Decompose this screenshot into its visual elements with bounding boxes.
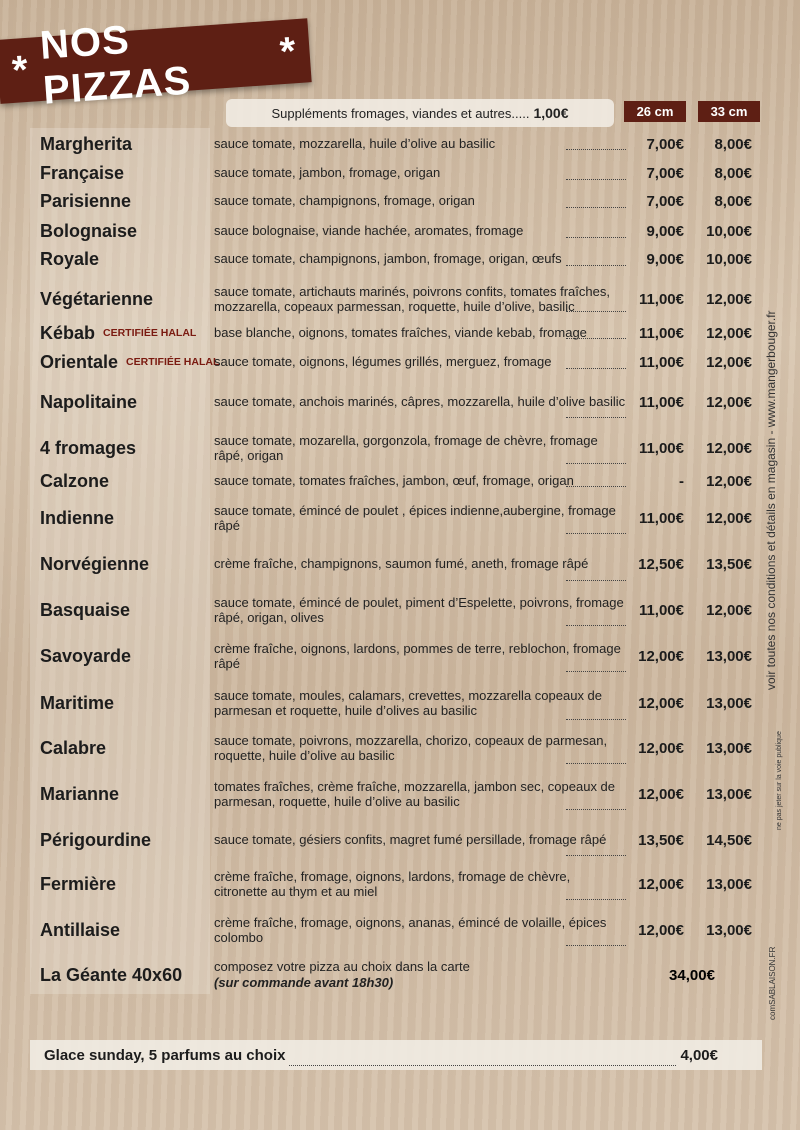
- pizza-name-cell: [40, 772, 119, 816]
- pizza-description: [214, 349, 626, 375]
- price-26: 11,00€: [638, 290, 684, 308]
- pizza-name-cell: [40, 469, 109, 493]
- pizza-name: Basquaise: [40, 599, 131, 620]
- pizza-name: Napolitaine: [40, 391, 138, 412]
- pizza-name-cell: [40, 321, 196, 345]
- pizza-description: [214, 160, 626, 186]
- pizza-description-text: crème fraîche, fromage, oignons, lardons, fromage de chèvre, citronette au thym et au miel: [214, 868, 571, 899]
- size-33-header: 33 cm: [698, 101, 760, 122]
- price-33: 12,00€: [706, 601, 752, 619]
- pizza-name-cell: [40, 908, 120, 952]
- star-icon: *: [278, 28, 298, 74]
- supplements-price: 1,00€: [533, 105, 569, 121]
- price-33: 13,00€: [706, 694, 752, 712]
- glace-label: Glace sunday, 5 parfums au choix: [44, 1046, 286, 1064]
- pizza-price: 34,00€: [669, 966, 715, 984]
- dot-leader: [289, 1053, 676, 1066]
- pizza-name: Marianne: [40, 783, 120, 804]
- pizza-description: [214, 246, 626, 272]
- pizza-name: Calabre: [40, 737, 107, 758]
- page-title: NOS PIZZAS: [38, 17, 193, 113]
- dot-leader: [566, 311, 626, 312]
- price-33: 12,00€: [706, 290, 752, 308]
- side-small-text: ne pas jeter sur la voie publique: [776, 731, 783, 830]
- price-33: 14,50€: [706, 831, 752, 849]
- pizza-name: Fermière: [40, 873, 117, 894]
- pizza-row: [0, 541, 800, 587]
- geante-row: [0, 958, 800, 992]
- price-33: 12,00€: [706, 324, 752, 342]
- dot-leader: [566, 580, 626, 581]
- price-26: 12,00€: [638, 647, 684, 665]
- pizza-description-text: crème fraîche, champignons, saumon fumé, aneth, fromage râpé: [214, 556, 589, 571]
- pizza-name-cell: [40, 496, 114, 540]
- pizza-description: [214, 469, 626, 493]
- pizza-description: [214, 680, 626, 726]
- pizza-row: [0, 496, 800, 540]
- supplements-label: Suppléments fromages, viandes et autres.....: [271, 105, 530, 121]
- pizza-name: La Géante 40x60: [40, 964, 183, 985]
- price-33: 13,00€: [706, 921, 752, 939]
- pizza-row: [0, 469, 800, 493]
- pizza-description-text: tomates fraîches, crème fraîche, mozzarella, jambon sec, copeaux de parmesan, roquette, huile d’olive au basilic: [214, 778, 616, 809]
- pizza-row: [0, 818, 800, 862]
- price-33: 8,00€: [714, 164, 752, 182]
- price-26: 13,50€: [638, 831, 684, 849]
- dot-leader: [566, 179, 626, 180]
- dot-leader: [566, 368, 626, 369]
- pizza-row: [0, 772, 800, 816]
- pizza-description-text: sauce tomate, artichauts marinés, poivrons confits, tomates fraîches, mozzarella, copeaux parmessan, roquette, huile d’olive, basilic: [214, 283, 610, 314]
- pizza-name: Kébab: [40, 322, 96, 343]
- pizza-description: [214, 772, 626, 816]
- pizza-description: [214, 426, 626, 470]
- geante-desc-2: (sur commande avant 18h30): [214, 975, 394, 990]
- dot-leader: [566, 463, 626, 464]
- pizza-description: [214, 496, 626, 540]
- price-33: 12,00€: [706, 353, 752, 371]
- pizza-description: [214, 321, 626, 345]
- pizza-description: [214, 188, 626, 214]
- pizza-row: [0, 634, 800, 678]
- dot-leader: [566, 719, 626, 720]
- dot-leader: [566, 763, 626, 764]
- price-33: 8,00€: [714, 192, 752, 210]
- pizza-description-text: sauce tomate, jambon, fromage, origan: [214, 165, 441, 180]
- pizza-row: [0, 188, 800, 214]
- price-33: 8,00€: [714, 135, 752, 153]
- pizza-row: [0, 380, 800, 424]
- price-33: 13,00€: [706, 739, 752, 757]
- pizza-row: [0, 680, 800, 726]
- pizza-row: [0, 160, 800, 186]
- pizza-name-cell: [40, 726, 106, 770]
- pizza-description-text: sauce bolognaise, viande hachée, aromates, fromage: [214, 223, 524, 238]
- geante-desc-1: composez votre pizza au choix dans la carte: [214, 959, 470, 974]
- pizza-name-cell: [40, 246, 99, 272]
- pizza-description-text: sauce tomate, tomates fraîches, jambon, œuf, fromage, origan: [214, 473, 574, 488]
- pizza-name-cell: [40, 160, 124, 186]
- pizza-description-text: sauce tomate, mozarella, gorgonzola, fromage de chèvre, fromage râpé, origan: [214, 432, 598, 463]
- pizza-name: Margherita: [40, 133, 133, 154]
- pizza-row: [0, 426, 800, 470]
- pizza-description-text: sauce tomate, émincé de poulet, piment d’Espelette, poivrons, fromage râpé, origan, olives: [214, 594, 624, 625]
- price-26: 12,00€: [638, 694, 684, 712]
- price-33: 13,00€: [706, 875, 752, 893]
- pizza-description-text: sauce tomate, gésiers confits, magret fumé persillade, fromage râpé: [214, 832, 607, 847]
- price-26: 7,00€: [646, 192, 684, 210]
- pizza-description: [214, 862, 626, 906]
- pizza-row: [0, 218, 800, 244]
- pizza-row: [0, 349, 800, 375]
- pizza-description: [214, 132, 626, 156]
- pizza-name: Antillaise: [40, 919, 121, 940]
- price-33: 13,00€: [706, 785, 752, 803]
- pizza-description-text: sauce tomate, champignons, fromage, origan: [214, 193, 475, 208]
- pizza-name: Royale: [40, 248, 100, 269]
- pizza-name-cell: [40, 218, 137, 244]
- pizza-name: Maritime: [40, 692, 115, 713]
- price-26: 12,00€: [638, 921, 684, 939]
- glace-bar: [30, 1040, 762, 1070]
- pizza-description: [214, 280, 626, 318]
- price-33: 10,00€: [706, 250, 752, 268]
- pizza-name: Calzone: [40, 470, 110, 491]
- pizza-name: Française: [40, 162, 125, 183]
- pizza-description: [214, 958, 626, 992]
- price-26: 11,00€: [638, 324, 684, 342]
- star-icon: *: [10, 47, 30, 93]
- pizza-description: [214, 726, 626, 770]
- pizza-name: Indienne: [40, 507, 115, 528]
- price-33: 12,00€: [706, 472, 752, 490]
- dot-leader: [566, 855, 626, 856]
- pizza-name-cell: [40, 426, 136, 470]
- price-33: 13,00€: [706, 647, 752, 665]
- dot-leader: [566, 265, 626, 266]
- price-26: 12,00€: [638, 875, 684, 893]
- price-26: -: [679, 472, 684, 490]
- pizza-name-cell: [40, 862, 116, 906]
- pizza-description-text: sauce tomate, champignons, jambon, fromage, origan, œufs: [214, 251, 562, 266]
- title-banner: [0, 17, 312, 113]
- dot-leader: [566, 625, 626, 626]
- price-26: 11,00€: [638, 509, 684, 527]
- pizza-name: Norvégienne: [40, 553, 150, 574]
- price-26: 11,00€: [638, 439, 684, 457]
- pizza-description: [214, 634, 626, 678]
- pizza-description: [214, 908, 626, 952]
- pizza-description: [214, 218, 626, 244]
- pizza-name-cell: [40, 188, 131, 214]
- price-33: 12,00€: [706, 393, 752, 411]
- pizza-row: [0, 132, 800, 156]
- price-26: 11,00€: [638, 393, 684, 411]
- pizza-row: [0, 908, 800, 952]
- price-26: 12,00€: [638, 785, 684, 803]
- pizza-description: [214, 541, 626, 587]
- halal-badge: CERTIFIÉE HALAL: [126, 356, 220, 368]
- pizza-description: [214, 588, 626, 632]
- price-26: 7,00€: [646, 164, 684, 182]
- pizza-row: [0, 321, 800, 345]
- pizza-name-cell: [40, 132, 132, 156]
- size-26-header: 26 cm: [624, 101, 686, 122]
- dot-leader: [566, 945, 626, 946]
- pizza-row: [0, 726, 800, 770]
- halal-badge: CERTIFIÉE HALAL: [103, 327, 197, 339]
- pizza-name-cell: [40, 634, 131, 678]
- price-33: 10,00€: [706, 222, 752, 240]
- dot-leader: [566, 417, 626, 418]
- dot-leader: [566, 809, 626, 810]
- price-26: 12,50€: [638, 555, 684, 573]
- pizza-name-cell: [40, 380, 137, 424]
- pizza-description-text: base blanche, oignons, tomates fraîches, viande kebab, fromage: [214, 325, 587, 340]
- price-26: 7,00€: [646, 135, 684, 153]
- pizza-name: Périgourdine: [40, 829, 152, 850]
- pizza-row: [0, 246, 800, 272]
- pizza-description-text: sauce tomate, mozzarella, huile d’olive au basilic: [214, 136, 496, 151]
- pizza-row: [0, 280, 800, 318]
- dot-leader: [566, 899, 626, 900]
- supplements-bar: [226, 99, 614, 127]
- side-legal-text: voir toutes nos conditions et détails en magasin - www.mangerbouger.fr: [764, 310, 778, 690]
- dot-leader: [566, 533, 626, 534]
- dot-leader: [566, 149, 626, 150]
- pizza-name: Parisienne: [40, 190, 132, 211]
- pizza-row: [0, 862, 800, 906]
- price-33: 13,50€: [706, 555, 752, 573]
- pizza-name: 4 fromages: [40, 437, 137, 458]
- pizza-description-text: sauce tomate, poivrons, mozzarella, chorizo, copeaux de parmesan, roquette, huile d’olive au basilic: [214, 732, 608, 763]
- pizza-name-cell: [40, 818, 151, 862]
- price-26: 11,00€: [638, 353, 684, 371]
- pizza-name: Savoyarde: [40, 645, 132, 666]
- dot-leader: [566, 671, 626, 672]
- pizza-name: Bolognaise: [40, 220, 138, 241]
- pizza-name: Végétarienne: [40, 288, 154, 309]
- pizza-description-text: sauce tomate, émincé de poulet , épices indienne,aubergine, fromage râpé: [214, 502, 616, 533]
- dot-leader: [566, 237, 626, 238]
- glace-price: 4,00€: [680, 1046, 718, 1064]
- dot-leader: [566, 486, 626, 487]
- pizza-name: Orientale: [40, 351, 119, 372]
- pizza-name-cell: [40, 280, 153, 318]
- pizza-name-cell: [40, 680, 114, 726]
- pizza-description-text: sauce tomate, anchois marinés, câpres, mozzarella, huile d’olive basilic: [214, 394, 626, 409]
- pizza-description-text: crème fraîche, oignons, lardons, pommes de terre, reblochon, fromage râpé: [214, 640, 621, 671]
- price-26: 9,00€: [646, 222, 684, 240]
- pizza-description: [214, 380, 626, 424]
- pizza-description: [214, 818, 626, 862]
- dot-leader: [566, 338, 626, 339]
- price-33: 12,00€: [706, 439, 752, 457]
- pizza-row: [0, 588, 800, 632]
- price-26: 11,00€: [638, 601, 684, 619]
- brand-mark: comSABLAISON.FR: [768, 946, 777, 1020]
- price-33: 12,00€: [706, 509, 752, 527]
- pizza-description-text: sauce tomate, oignons, légumes grillés, merguez, fromage: [214, 354, 552, 369]
- price-26: 12,00€: [638, 739, 684, 757]
- pizza-description-text: sauce tomate, moules, calamars, crevettes, mozzarella copeaux de parmesan et roquette, huile d’olives au basilic: [214, 687, 603, 718]
- pizza-name-cell: [40, 541, 149, 587]
- price-26: 9,00€: [646, 250, 684, 268]
- dot-leader: [566, 207, 626, 208]
- pizza-name-cell: [40, 349, 219, 375]
- pizza-name-cell: [40, 588, 130, 632]
- pizza-description-text: crème fraîche, fromage, oignons, ananas, émincé de volaille, épices colombo: [214, 914, 607, 945]
